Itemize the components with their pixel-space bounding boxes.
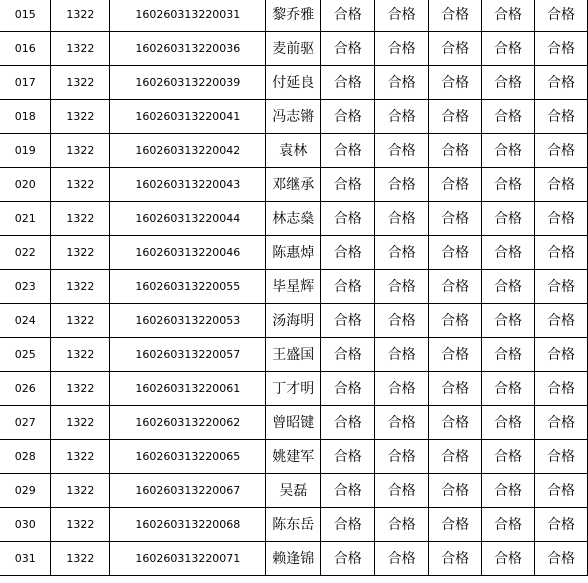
grade-cell: 合格	[534, 338, 587, 372]
grade-cell: 合格	[321, 304, 375, 338]
table-row	[0, 202, 588, 236]
code-cell: 1322	[51, 100, 110, 134]
grade-cell: 合格	[375, 66, 429, 100]
grade-cell: 合格	[375, 406, 429, 440]
grade-cell: 合格	[482, 168, 535, 202]
table-row	[0, 270, 588, 304]
grade-cell: 合格	[534, 202, 587, 236]
name-cell: 吴磊	[266, 474, 321, 508]
grade-cell: 合格	[482, 508, 535, 542]
seq-cell: 015	[0, 0, 51, 32]
grade-cell: 合格	[482, 202, 535, 236]
name-cell: 毕星辉	[266, 270, 321, 304]
seq-cell: 021	[0, 202, 51, 236]
grade-cell: 合格	[321, 134, 375, 168]
grade-cell: 合格	[375, 440, 429, 474]
grade-cell: 合格	[482, 32, 535, 66]
code-cell: 1322	[51, 168, 110, 202]
grade-cell: 合格	[375, 270, 429, 304]
table-row	[0, 372, 588, 406]
code-cell: 1322	[51, 508, 110, 542]
id-cell: 160260313220065	[110, 440, 266, 474]
grade-cell: 合格	[429, 338, 482, 372]
grade-cell: 合格	[482, 66, 535, 100]
grade-cell: 合格	[534, 100, 587, 134]
name-cell: 丁才明	[266, 372, 321, 406]
table-row	[0, 440, 588, 474]
grade-cell: 合格	[534, 236, 587, 270]
seq-cell: 019	[0, 134, 51, 168]
code-cell: 1322	[51, 66, 110, 100]
grade-cell: 合格	[375, 168, 429, 202]
seq-cell: 024	[0, 304, 51, 338]
grade-cell: 合格	[534, 542, 587, 576]
grade-cell: 合格	[375, 372, 429, 406]
grade-cell: 合格	[429, 270, 482, 304]
grade-cell: 合格	[375, 338, 429, 372]
grade-cell: 合格	[429, 0, 482, 32]
seq-cell: 022	[0, 236, 51, 270]
code-cell: 1322	[51, 202, 110, 236]
code-cell: 1322	[51, 304, 110, 338]
grade-cell: 合格	[375, 202, 429, 236]
grade-cell: 合格	[321, 168, 375, 202]
grade-cell: 合格	[429, 66, 482, 100]
code-cell: 1322	[51, 372, 110, 406]
grade-cell: 合格	[534, 168, 587, 202]
grade-cell: 合格	[534, 372, 587, 406]
id-cell: 160260313220055	[110, 270, 266, 304]
grade-cell: 合格	[375, 32, 429, 66]
grade-cell: 合格	[375, 508, 429, 542]
name-cell: 袁林	[266, 134, 321, 168]
code-cell: 1322	[51, 542, 110, 576]
seq-cell: 017	[0, 66, 51, 100]
id-cell: 160260313220039	[110, 66, 266, 100]
grade-cell: 合格	[375, 474, 429, 508]
grade-cell: 合格	[375, 304, 429, 338]
grade-cell: 合格	[429, 168, 482, 202]
name-cell: 陈惠焯	[266, 236, 321, 270]
name-cell: 赖逢锦	[266, 542, 321, 576]
seq-cell: 031	[0, 542, 51, 576]
grade-cell: 合格	[321, 542, 375, 576]
table-row	[0, 134, 588, 168]
grade-cell: 合格	[429, 542, 482, 576]
id-cell: 160260313220057	[110, 338, 266, 372]
grade-cell: 合格	[534, 270, 587, 304]
code-cell: 1322	[51, 270, 110, 304]
grade-cell: 合格	[321, 202, 375, 236]
grade-cell: 合格	[321, 32, 375, 66]
grade-cell: 合格	[321, 270, 375, 304]
table-row	[0, 0, 588, 32]
name-cell: 邓继承	[266, 168, 321, 202]
grade-cell: 合格	[321, 372, 375, 406]
table-row	[0, 474, 588, 508]
id-cell: 160260313220061	[110, 372, 266, 406]
grade-cell: 合格	[534, 304, 587, 338]
seq-cell: 025	[0, 338, 51, 372]
table-row	[0, 32, 588, 66]
seq-cell: 020	[0, 168, 51, 202]
grade-cell: 合格	[321, 66, 375, 100]
name-cell: 麦前驱	[266, 32, 321, 66]
grade-cell: 合格	[429, 406, 482, 440]
table-row	[0, 236, 588, 270]
grade-cell: 合格	[534, 440, 587, 474]
name-cell: 姚建军	[266, 440, 321, 474]
name-cell: 王盛国	[266, 338, 321, 372]
grade-cell: 合格	[534, 66, 587, 100]
seq-cell: 018	[0, 100, 51, 134]
grade-cell: 合格	[482, 270, 535, 304]
grade-cell: 合格	[321, 474, 375, 508]
grade-cell: 合格	[482, 236, 535, 270]
grade-cell: 合格	[321, 406, 375, 440]
grade-cell: 合格	[534, 474, 587, 508]
grade-cell: 合格	[429, 440, 482, 474]
grade-cell: 合格	[321, 236, 375, 270]
grade-cell: 合格	[429, 202, 482, 236]
grade-cell: 合格	[321, 508, 375, 542]
code-cell: 1322	[51, 338, 110, 372]
seq-cell: 026	[0, 372, 51, 406]
grade-cell: 合格	[321, 0, 375, 32]
id-cell: 160260313220036	[110, 32, 266, 66]
grade-cell: 合格	[534, 406, 587, 440]
table-row	[0, 542, 588, 576]
grade-cell: 合格	[429, 372, 482, 406]
grade-cell: 合格	[429, 236, 482, 270]
grade-cell: 合格	[482, 100, 535, 134]
grade-cell: 合格	[482, 134, 535, 168]
grade-cell: 合格	[321, 338, 375, 372]
grade-cell: 合格	[482, 440, 535, 474]
grade-cell: 合格	[429, 100, 482, 134]
code-cell: 1322	[51, 236, 110, 270]
grade-cell: 合格	[534, 508, 587, 542]
table-row	[0, 168, 588, 202]
grade-cell: 合格	[482, 0, 535, 32]
code-cell: 1322	[51, 440, 110, 474]
table-row	[0, 304, 588, 338]
grade-cell: 合格	[321, 440, 375, 474]
grade-cell: 合格	[482, 542, 535, 576]
name-cell: 黎乔雅	[266, 0, 321, 32]
grade-cell: 合格	[482, 406, 535, 440]
code-cell: 1322	[51, 0, 110, 32]
code-cell: 1322	[51, 474, 110, 508]
code-cell: 1322	[51, 406, 110, 440]
id-cell: 160260313220046	[110, 236, 266, 270]
grade-cell: 合格	[375, 542, 429, 576]
name-cell: 林志燊	[266, 202, 321, 236]
grade-cell: 合格	[429, 32, 482, 66]
seq-cell: 028	[0, 440, 51, 474]
grade-cell: 合格	[429, 134, 482, 168]
id-cell: 160260313220067	[110, 474, 266, 508]
id-cell: 160260313220071	[110, 542, 266, 576]
id-cell: 160260313220053	[110, 304, 266, 338]
grade-cell: 合格	[375, 100, 429, 134]
id-cell: 160260313220043	[110, 168, 266, 202]
grade-cell: 合格	[375, 236, 429, 270]
table-row	[0, 406, 588, 440]
grade-cell: 合格	[375, 0, 429, 32]
grade-cell: 合格	[482, 474, 535, 508]
grade-cell: 合格	[429, 304, 482, 338]
table-row	[0, 100, 588, 134]
grade-cell: 合格	[534, 134, 587, 168]
seq-cell: 016	[0, 32, 51, 66]
id-cell: 160260313220041	[110, 100, 266, 134]
code-cell: 1322	[51, 134, 110, 168]
grade-cell: 合格	[321, 100, 375, 134]
code-cell: 1322	[51, 32, 110, 66]
id-cell: 160260313220062	[110, 406, 266, 440]
name-cell: 冯志锵	[266, 100, 321, 134]
id-cell: 160260313220068	[110, 508, 266, 542]
table-row	[0, 66, 588, 100]
name-cell: 陈东岳	[266, 508, 321, 542]
grade-cell: 合格	[375, 134, 429, 168]
grade-cell: 合格	[534, 0, 587, 32]
name-cell: 付延良	[266, 66, 321, 100]
grade-cell: 合格	[482, 304, 535, 338]
grade-cell: 合格	[482, 338, 535, 372]
seq-cell: 030	[0, 508, 51, 542]
grade-cell: 合格	[429, 474, 482, 508]
grade-cell: 合格	[482, 372, 535, 406]
seq-cell: 027	[0, 406, 51, 440]
grade-cell: 合格	[534, 32, 587, 66]
id-cell: 160260313220031	[110, 0, 266, 32]
seq-cell: 023	[0, 270, 51, 304]
name-cell: 曾昭键	[266, 406, 321, 440]
seq-cell: 029	[0, 474, 51, 508]
name-cell: 汤海明	[266, 304, 321, 338]
id-cell: 160260313220042	[110, 134, 266, 168]
table-row	[0, 508, 588, 542]
grade-cell: 合格	[429, 508, 482, 542]
table-row	[0, 338, 588, 372]
id-cell: 160260313220044	[110, 202, 266, 236]
